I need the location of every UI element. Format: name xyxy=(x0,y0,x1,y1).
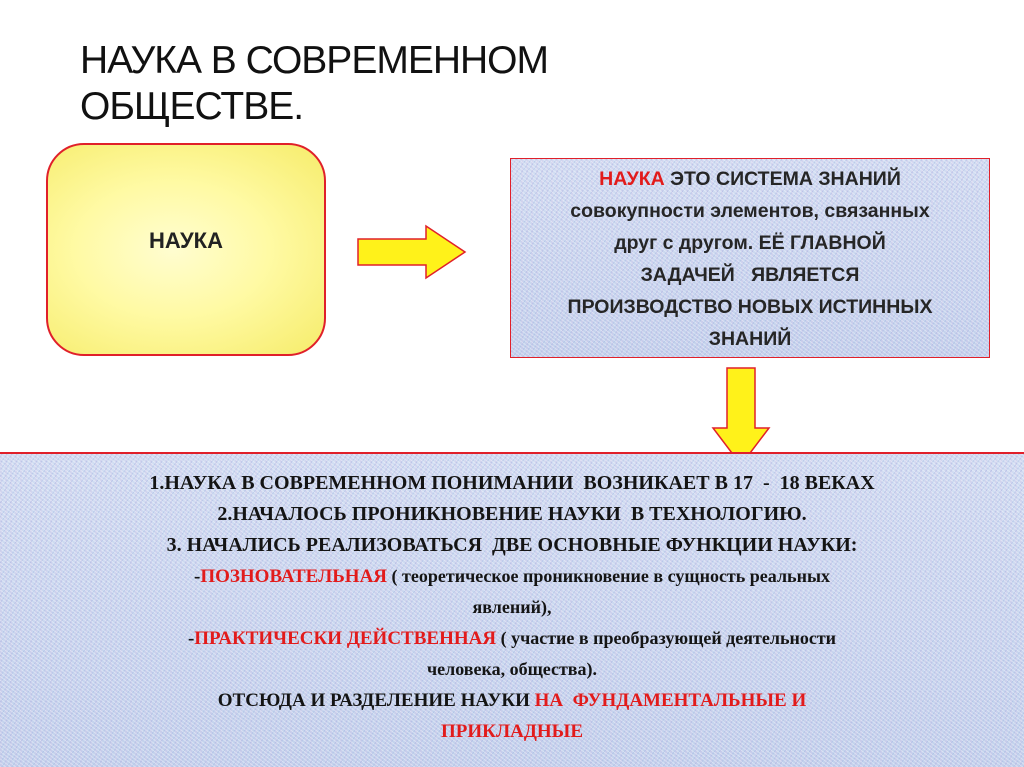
definition-line-1 xyxy=(517,163,983,195)
conclusion-highlight: НА ФУНДАМЕНТАЛЬНЫЕ И xyxy=(534,690,807,711)
fact-1: 1.НАУКА В СОВРЕМЕННОМ ПОНИМАНИИ ВОЗНИКАЕТ В 17 - 18 ВЕКАХ xyxy=(149,472,875,494)
conclusion-text: ОТСЮДА И РАЗДЕЛЕНИЕ НАУКИ xyxy=(217,690,535,711)
function-1-desc: ( теоретическое проникновение в сущность реальных xyxy=(387,566,830,586)
definition-term: НАУКА xyxy=(599,168,665,190)
conclusion-highlight-cont: ПРИКЛАДНЫЕ xyxy=(441,721,583,742)
conclusion xyxy=(0,685,1024,716)
definition-line-1-rest: ЭТО СИСТЕМА ЗНАНИЙ xyxy=(664,168,901,190)
right-arrow-icon xyxy=(356,224,468,280)
fact-3: 3. НАЧАЛИСЬ РЕАЛИЗОВАТЬСЯ ДВЕ ОСНОВНЫЕ ФУНКЦИИ НАУКИ: xyxy=(166,534,858,556)
definition-line-5: ПРОИЗВОДСТВО НОВЫХ ИСТИННЫХ xyxy=(567,296,933,318)
function-1 xyxy=(0,561,1024,592)
definition-line-6: ЗНАНИЙ xyxy=(708,328,792,350)
slide-title xyxy=(80,38,680,130)
concept-box xyxy=(46,143,326,356)
definition-line-4: ЗАДАЧЕЙ ЯВЛЯЕТСЯ xyxy=(640,264,860,286)
function-2 xyxy=(0,623,1024,654)
title-line-1: НАУКА В СОВРЕМЕННОМ xyxy=(80,39,548,82)
definition-line-2: совокупности элементов, связанных xyxy=(570,200,930,222)
definition-line-3: друг с другом. ЕЁ ГЛАВНОЙ xyxy=(614,232,886,254)
definition-box xyxy=(510,158,990,358)
function-2-desc-cont: человека, общества). xyxy=(426,659,598,679)
function-1-prefix: - xyxy=(193,566,201,587)
fact-2: 2.НАЧАЛОСЬ ПРОНИКНОВЕНИЕ НАУКИ В ТЕХНОЛОГИЮ. xyxy=(217,503,807,525)
facts-panel xyxy=(0,452,1024,767)
function-1-desc-cont: явлений), xyxy=(472,597,552,617)
function-1-name: ПОЗНОВАТЕЛЬНАЯ xyxy=(200,566,388,587)
function-2-name: ПРАКТИЧЕСКИ ДЕЙСТВЕННАЯ xyxy=(194,628,497,649)
concept-label: НАУКА xyxy=(149,227,223,253)
title-line-2: ОБЩЕСТВЕ. xyxy=(80,85,304,128)
function-2-desc: ( участие в преобразующей деятельности xyxy=(496,628,837,648)
function-2-prefix: - xyxy=(187,628,195,649)
